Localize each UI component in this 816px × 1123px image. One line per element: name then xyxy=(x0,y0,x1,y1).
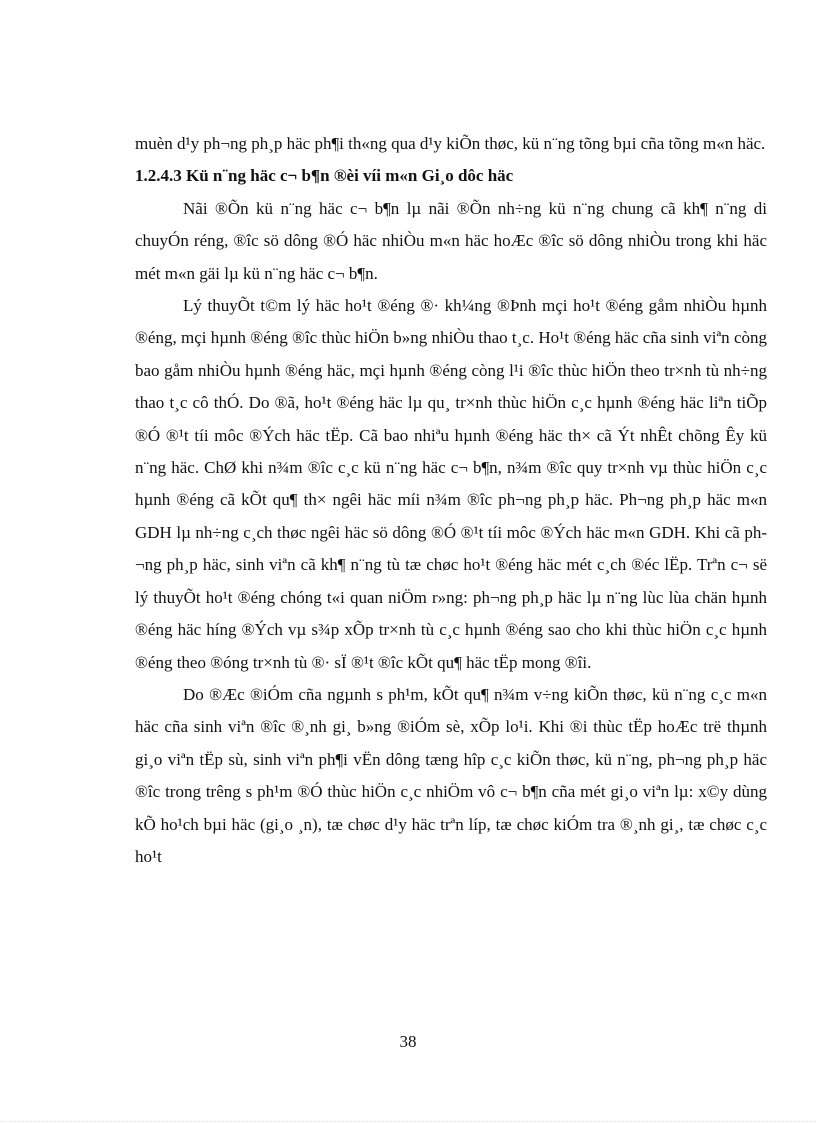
paragraph-definition: Nãi ®Õn kü n¨ng häc c¬ b¶n lµ nãi ®Õn nh÷ng kü n¨ng chung cã kh¶ n¨ng di chuyÓn réng, ®îc sö dông ®Ó häc nhiÒu m«n häc hoÆc ®îc sö dông nhiÒu trong khi häc mét m«n gäi lµ kü n¨ng häc c¬ b¶n. xyxy=(135,198,767,283)
paragraph-continuation: muèn d¹y ph¬ng ph¸p häc ph¶i th«ng qua d¹y kiÕn thøc, kü n¨ng tõng bµi cña tõng m«n häc. xyxy=(135,134,766,153)
section-heading: 1.2.4.3 Kü n¨ng häc c¬ b¶n ®èi víi m«n Gi¸o dôc häc xyxy=(135,166,514,186)
body-text xyxy=(135,128,767,873)
paragraph-activity-theory: Lý thuyÕt t©m lý häc ho¹t ®éng ®· kh¼ng ®Þnh mçi ho¹t ®éng gåm nhiÒu hµnh ®éng, mçi hµnh ®éng ®îc thùc hiÖn b»ng nhiÒu thao t¸c. Ho¹t ®éng häc cña sinh viªn còng bao gåm nhiÒu hµnh ®éng häc, mçi hµnh ®éng còng l¹i ®îc thùc hiÖn theo tr×nh tù nh÷ng thao t¸c cô thÓ. Do ®ã, ho¹t ®éng häc lµ qu¸ tr×nh thùc hiÖn c¸c hµnh ®éng häc liªn tiÕp ®Ó ®¹t tíi môc ®Ých häc tËp. Cã bao nhiªu hµnh ®éng häc th× cã Ýt nhÊt chõng Êy kü n¨ng häc. ChØ khi n¾m ®îc c¸c kü n¨ng häc c¬ b¶n, n¾m ®îc quy tr×nh vµ thùc hiÖn c¸c hµnh ®éng cã kÕt qu¶ th× ngêi häc míi n¾m ®îc ph¬ng ph¸p häc. Ph¬ng ph¸p häc m«n GDH lµ nh÷ng c¸ch thøc ngêi häc sö dông ®Ó ®¹t tíi môc ®Ých häc m«n GDH. Khi cã ph¬ng ph¸p häc, sinh viªn cã kh¶ n¨ng tù tæ chøc ho¹t ®éng häc mét c¸ch ®éc lËp. Trªn c¬ së lý thuyÕt ho¹t ®éng chóng t«i quan niÖm r»ng: ph¬ng ph¸p häc lµ n¨ng lùc lùa chän hµnh ®éng häc híng ®Ých vµ s¾p xÕp tr×nh tù c¸c hµnh ®éng sao cho khi thùc hiÖn c¸c hµnh ®éng theo ®óng tr×nh tù ®· sÏ ®¹t ®îc kÕt qu¶ häc tËp mong ®îi. xyxy=(135,296,767,672)
bottom-divider xyxy=(0,1121,816,1122)
page-number: 38 xyxy=(399,1032,417,1051)
paragraph-pedagogy: Do ®Æc ®iÓm cña ngµnh s ph¹m, kÕt qu¶ n¾m v÷ng kiÕn thøc, kü n¨ng c¸c m«n häc cña sinh viªn ®îc ®¸nh gi¸ b»ng ®iÓm sè, xÕp lo¹i. Khi ®i thùc tËp hoÆc trë thµnh gi¸o viªn tËp sù, sinh viªn ph¶i vËn dông tæng hîp c¸c kiÕn thøc, kü n¨ng, ph¬ng ph¸p häc ®îc trong trêng s ph¹m ®Ó thùc hiÖn c¸c nhiÖm vô c¬ b¶n cña mét gi¸o viªn lµ: x©y dùng kÕ ho¹ch bµi häc (gi¸o ¸n), tæ chøc d¹y häc trªn líp, tæ chøc kiÓm tra ®¸nh gi¸, tæ chøc c¸c ho¹t xyxy=(135,684,767,866)
